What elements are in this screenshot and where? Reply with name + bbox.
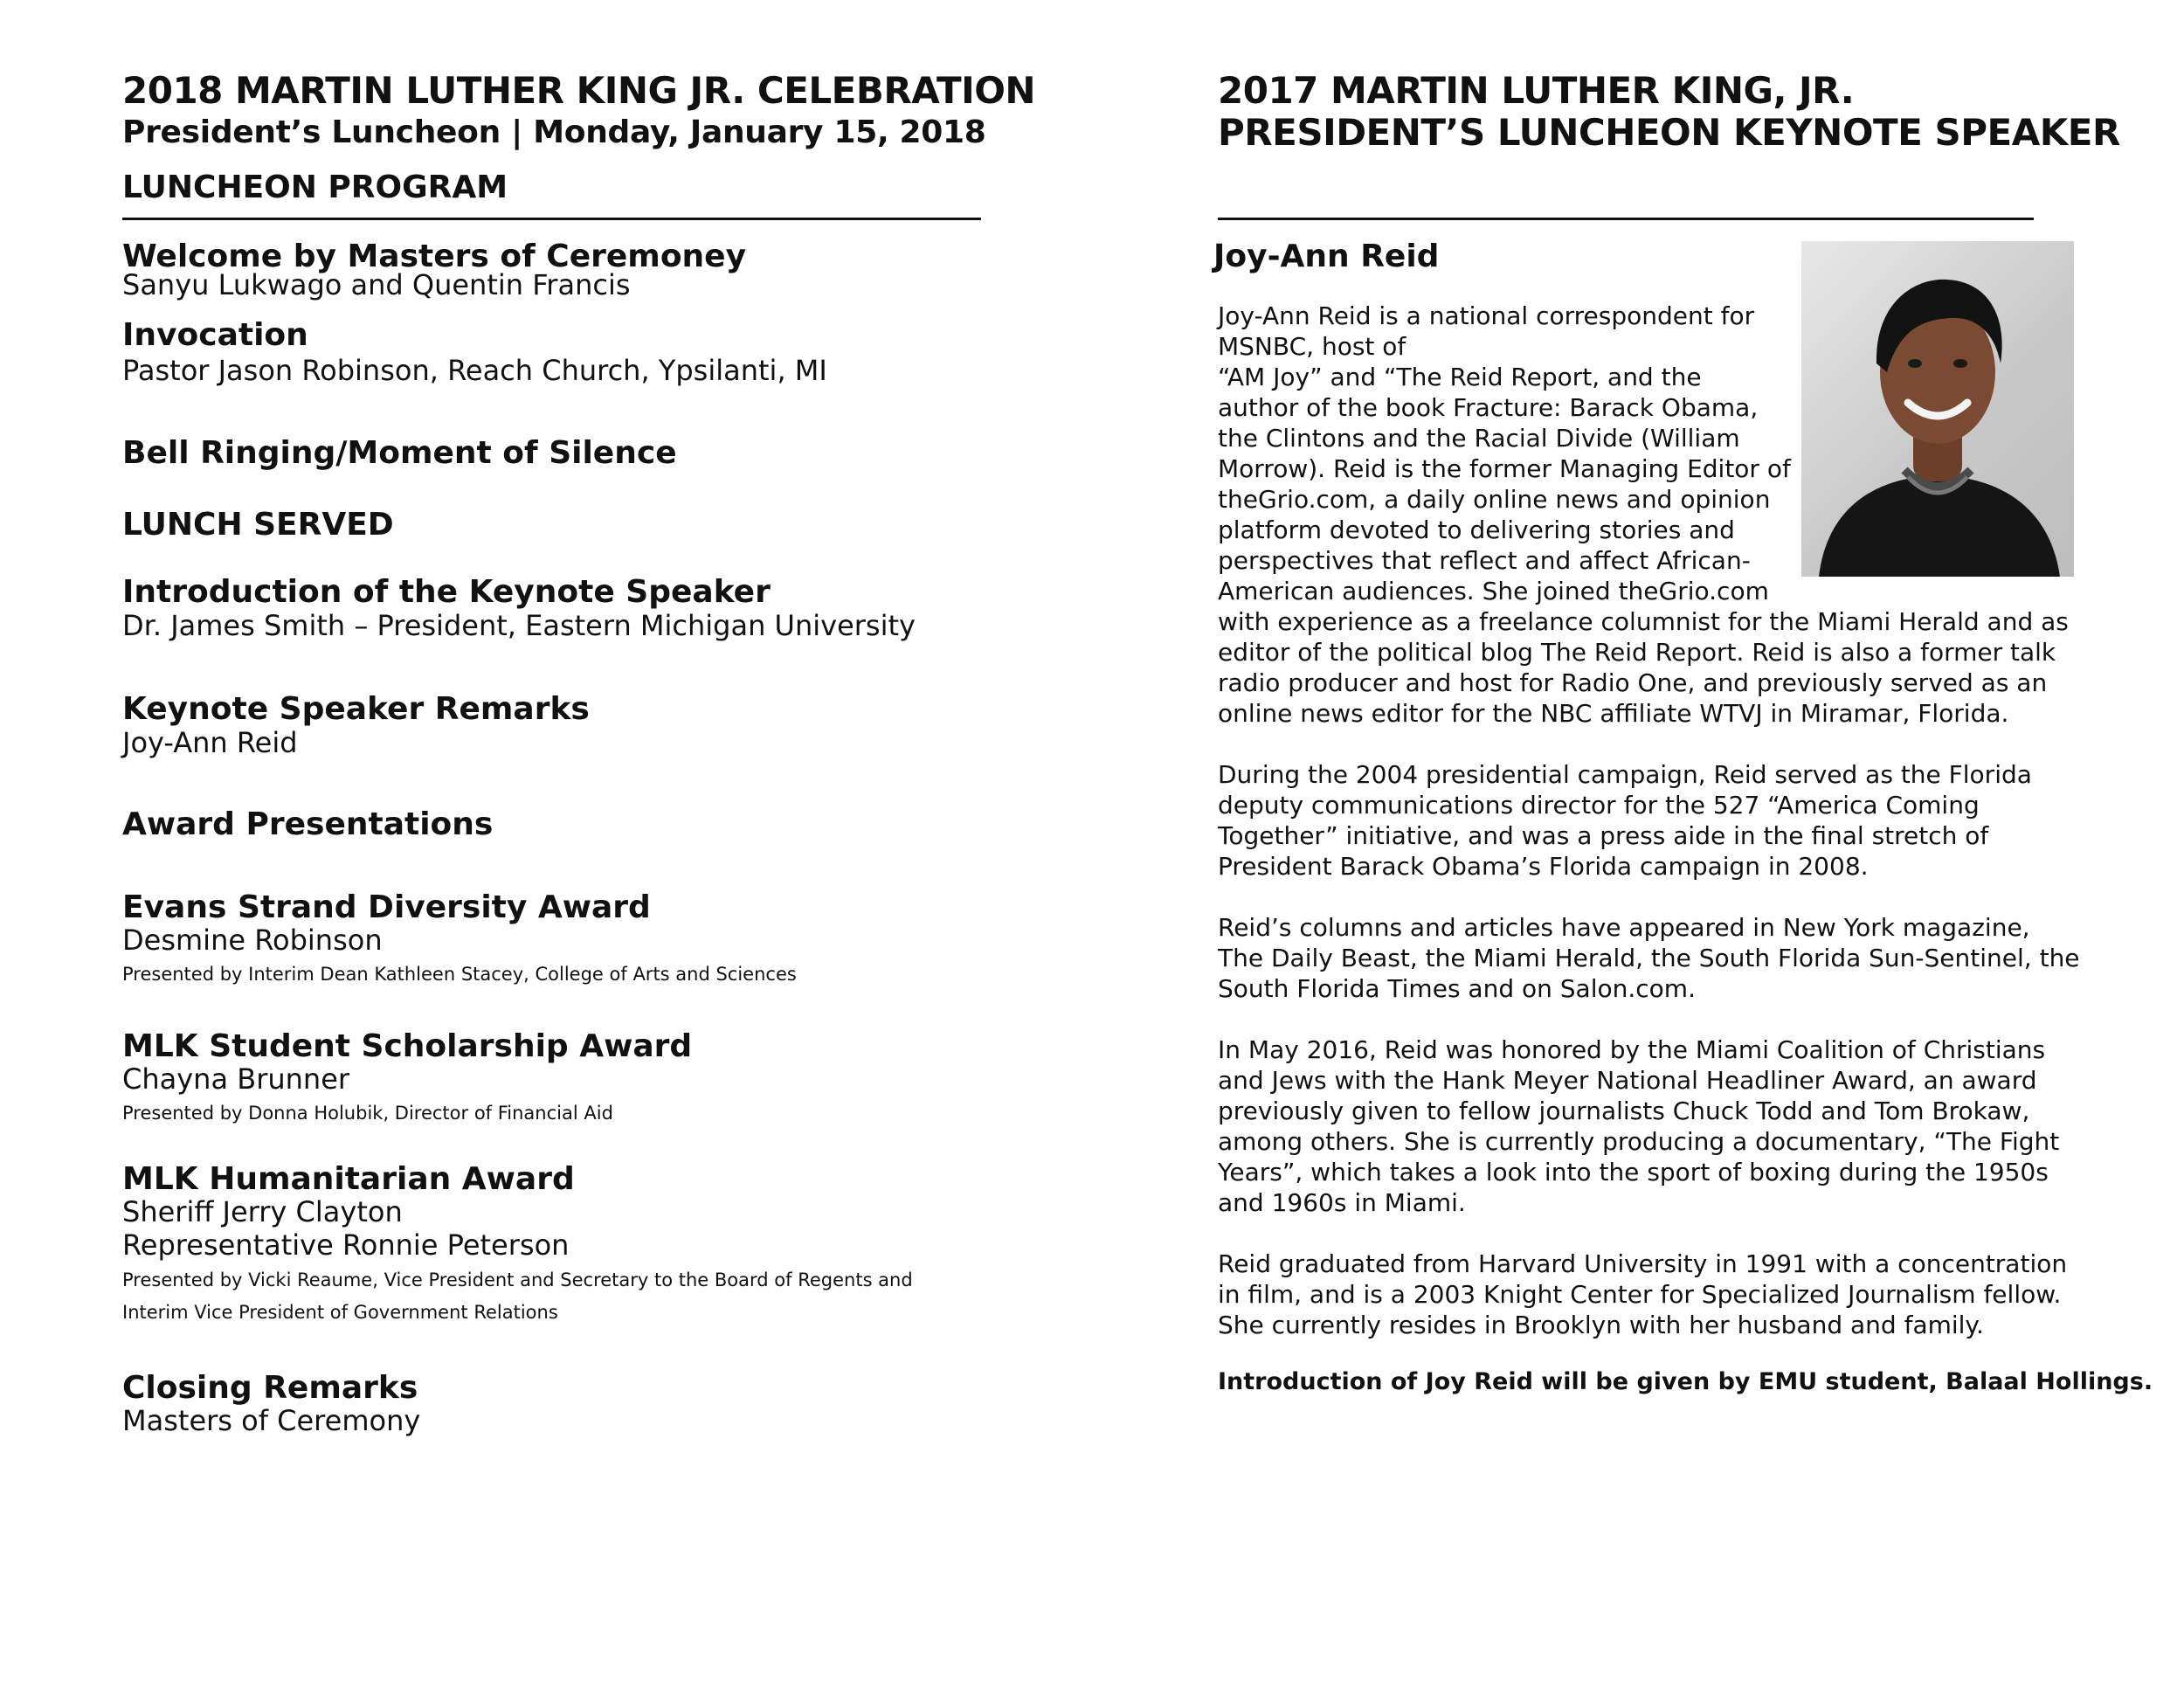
bio-paragraph: In May 2016, Reid was honored by the Miami Coalition of Christians and Jews with the Hank Meyer National Headliner Award, an award previously given to fellow journalists Chuck Todd and Tom Brokaw, among others. She is currently producing a documentary, “The Fight Years”, which takes a look into the sport of boxing during the 1950s and 1960s in Miami.: [1218, 1035, 2060, 1217]
program-item-line: Masters of Ceremony: [122, 1404, 421, 1437]
bio-line: the Clintons and the Racial Divide (William: [1218, 424, 1740, 453]
bio-line: theGrio.com, a daily online news and opinion: [1218, 485, 1771, 514]
program-item-line: Pastor Jason Robinson, Reach Church, Ypsilanti, MI: [122, 354, 827, 387]
program-heading: LUNCHEON PROGRAM: [122, 169, 508, 205]
bio-line: Morrow). Reid is the former Managing Editor of: [1218, 454, 1791, 483]
program-item-line: Desmine Robinson: [122, 924, 383, 957]
program-item-line: Joy-Ann Reid: [122, 726, 298, 759]
page-title: 2018 MARTIN LUTHER KING JR. CELEBRATION: [122, 69, 1036, 112]
program-item-line: Dr. James Smith – President, Eastern Michigan University: [122, 609, 916, 642]
speaker-portrait-icon: [1801, 241, 2074, 577]
program-item-line: Sanyu Lukwago and Quentin Francis: [122, 268, 631, 301]
introduction-note: Introduction of Joy Reid will be given by EMU student, Balaal Hollings.: [1218, 1368, 2153, 1395]
program-item-title: Closing Remarks: [122, 1370, 418, 1406]
left-divider: [122, 218, 981, 220]
program-item-note: Interim Vice President of Government Relations: [122, 1302, 558, 1323]
keynote-title-line-1: 2017 MARTIN LUTHER KING, JR.: [1218, 69, 1855, 112]
bio-line: MSNBC, host of: [1218, 332, 1406, 361]
bio-line: perspectives that reflect and affect African-: [1218, 546, 1751, 575]
bio-line: Joy-Ann Reid is a national correspondent for: [1218, 301, 1755, 330]
bio-paragraph: During the 2004 presidential campaign, Reid served as the Florida deputy communications director for the 527 “America Coming Together” initiative, and was a press aide in the final stretch of President Barack Obama’s Florida campaign in 2008.: [1218, 760, 2032, 881]
keynote-title-line-2: PRESIDENT’S LUNCHEON KEYNOTE SPEAKER: [1218, 111, 2120, 154]
program-item-note: Presented by Interim Dean Kathleen Stacey, College of Arts and Sciences: [122, 964, 797, 985]
bio-paragraph: Reid graduated from Harvard University in 1991 with a concentration in film, and is a 2003 Knight Center for Specialized Journalism fellow. She currently resides in Brooklyn with her husband and family.: [1218, 1249, 2068, 1339]
program-item-line: Sheriff Jerry Clayton: [122, 1195, 403, 1228]
bio-line: author of the book Fracture: Barack Obama,: [1218, 393, 1759, 422]
program-item-title: MLK Student Scholarship Award: [122, 1028, 693, 1064]
bio-paragraph: with experience as a freelance columnist for the Miami Herald and as editor of the political blog The Reid Report. Reid is also a former talk radio producer and host for Radio One, and previously served as an online news editor for the NBC affiliate WTVJ in Miramar, Florida.: [1218, 607, 2069, 728]
bio-paragraph: Reid’s columns and articles have appeared in New York magazine, The Daily Beast, the Miami Herald, the South Florida Sun-Sentinel, the South Florida Times and on Salon.com.: [1218, 913, 2080, 1003]
program-item-note: Presented by Donna Holubik, Director of Financial Aid: [122, 1103, 613, 1124]
program-item-line: Chayna Brunner: [122, 1062, 350, 1096]
speaker-photo: [1801, 241, 2074, 577]
program-item-title: Bell Ringing/Moment of Silence: [122, 435, 677, 471]
program-item-title: MLK Humanitarian Award: [122, 1161, 575, 1197]
right-divider: [1218, 218, 2034, 220]
program-item-line: Representative Ronnie Peterson: [122, 1228, 570, 1262]
program-item-title: Evans Strand Diversity Award: [122, 889, 651, 925]
bio-line: “AM Joy” and “The Reid Report, and the: [1218, 363, 1702, 391]
program-item-title: Invocation: [122, 317, 308, 353]
speaker-name: Joy-Ann Reid: [1213, 239, 1440, 274]
program-item-title: Welcome by Masters of Ceremoney: [122, 239, 747, 274]
program-item-title: Keynote Speaker Remarks: [122, 691, 590, 727]
program-item-title: LUNCH SERVED: [122, 507, 394, 543]
bio-line: American audiences. She joined theGrio.com: [1218, 577, 1769, 605]
program-item-note: Presented by Vicki Reaume, Vice President and Secretary to the Board of Regents and: [122, 1269, 913, 1290]
program-item-title: Award Presentations: [122, 806, 494, 842]
luncheon-subtitle: President’s Luncheon | Monday, January 15, 2018: [122, 114, 986, 150]
bio-line: platform devoted to delivering stories and: [1218, 515, 1735, 544]
program-item-title: Introduction of the Keynote Speaker: [122, 574, 771, 610]
